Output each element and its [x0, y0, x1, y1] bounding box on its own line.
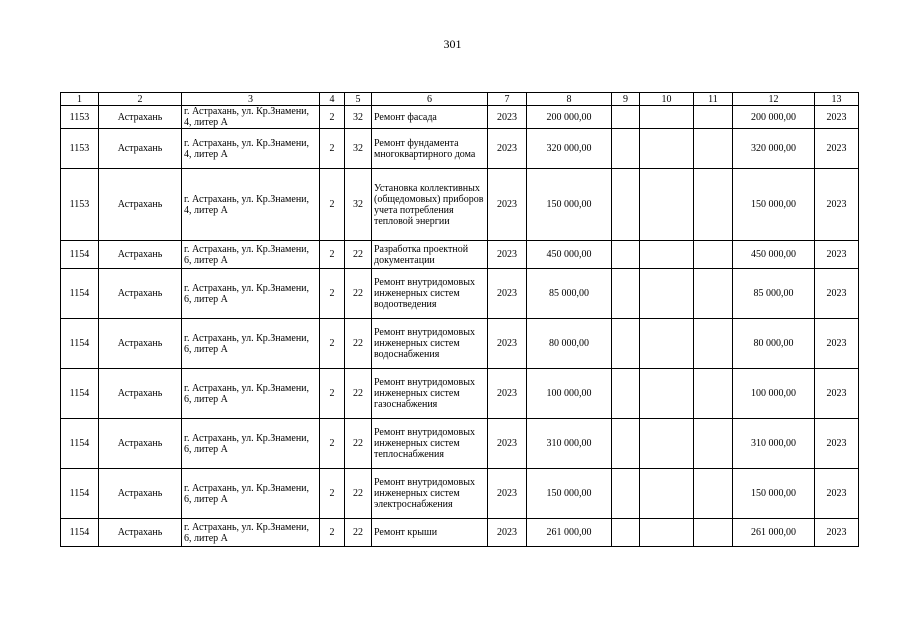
object-id-cell: 1154 [61, 269, 99, 319]
locality-cell: Астрахань [99, 319, 182, 369]
cost-cell: 85 000,00 [527, 269, 612, 319]
table-header [61, 93, 859, 106]
page-number: 301 [443, 37, 462, 51]
locality-cell: Астрахань [99, 519, 182, 547]
locality-cell: Астрахань [99, 106, 182, 129]
cost-cell: 310 000,00 [527, 419, 612, 469]
cost-cell: 150 000,00 [527, 169, 612, 241]
work-type-cell: Ремонт внутридомовых инженерных систем теплоснабжения [372, 419, 488, 469]
completion-year-cell: 2023 [815, 269, 859, 319]
column-header: 9 [612, 93, 640, 106]
year-cell: 2023 [488, 469, 527, 519]
entrances-cell: 22 [345, 469, 372, 519]
col10-cell [640, 169, 694, 241]
work-type-cell: Ремонт фундамента многоквартирного дома [372, 129, 488, 169]
locality-cell: Астрахань [99, 169, 182, 241]
works-table [60, 92, 859, 547]
completion-year-cell: 2023 [815, 129, 859, 169]
locality-cell: Астрахань [99, 369, 182, 419]
object-id-cell: 1154 [61, 369, 99, 419]
total-cell: 261 000,00 [733, 519, 815, 547]
work-type-cell: Установка коллективных (общедомовых) приборов учета потребления тепловой энергии [372, 169, 488, 241]
col9-cell [612, 169, 640, 241]
column-header: 11 [694, 93, 733, 106]
address-cell: г. Астрахань, ул. Кр.Знамени, 6, литер А [182, 269, 320, 319]
locality-cell: Астрахань [99, 419, 182, 469]
column-number-row [61, 93, 859, 106]
cost-cell: 261 000,00 [527, 519, 612, 547]
year-cell: 2023 [488, 129, 527, 169]
col11-cell [694, 519, 733, 547]
col11-cell [694, 129, 733, 169]
locality-cell: Астрахань [99, 241, 182, 269]
completion-year-cell: 2023 [815, 519, 859, 547]
address-cell: г. Астрахань, ул. Кр.Знамени, 6, литер А [182, 419, 320, 469]
object-id-cell: 1153 [61, 129, 99, 169]
completion-year-cell: 2023 [815, 319, 859, 369]
year-cell: 2023 [488, 419, 527, 469]
total-cell: 150 000,00 [733, 169, 815, 241]
year-cell: 2023 [488, 241, 527, 269]
cost-cell: 80 000,00 [527, 319, 612, 369]
column-header: 5 [345, 93, 372, 106]
col10-cell [640, 319, 694, 369]
table-row [61, 319, 859, 369]
year-cell: 2023 [488, 369, 527, 419]
completion-year-cell: 2023 [815, 169, 859, 241]
address-cell: г. Астрахань, ул. Кр.Знамени, 6, литер А [182, 469, 320, 519]
table-row [61, 106, 859, 129]
floors-cell: 2 [320, 169, 345, 241]
column-header: 4 [320, 93, 345, 106]
work-type-cell: Разработка проектной документации [372, 241, 488, 269]
col9-cell [612, 319, 640, 369]
total-cell: 85 000,00 [733, 269, 815, 319]
floors-cell: 2 [320, 369, 345, 419]
col9-cell [612, 269, 640, 319]
object-id-cell: 1154 [61, 519, 99, 547]
col11-cell [694, 269, 733, 319]
total-cell: 80 000,00 [733, 319, 815, 369]
locality-cell: Астрахань [99, 129, 182, 169]
table-row [61, 369, 859, 419]
column-header: 13 [815, 93, 859, 106]
work-type-cell: Ремонт внутридомовых инженерных систем водоотведения [372, 269, 488, 319]
work-type-cell: Ремонт внутридомовых инженерных систем электроснабжения [372, 469, 488, 519]
entrances-cell: 22 [345, 519, 372, 547]
col11-cell [694, 369, 733, 419]
col9-cell [612, 241, 640, 269]
col9-cell [612, 519, 640, 547]
year-cell: 2023 [488, 269, 527, 319]
col9-cell [612, 106, 640, 129]
column-header: 10 [640, 93, 694, 106]
col11-cell [694, 469, 733, 519]
total-cell: 310 000,00 [733, 419, 815, 469]
address-cell: г. Астрахань, ул. Кр.Знамени, 6, литер А [182, 241, 320, 269]
col10-cell [640, 106, 694, 129]
column-header: 12 [733, 93, 815, 106]
col11-cell [694, 106, 733, 129]
table-row [61, 469, 859, 519]
object-id-cell: 1153 [61, 106, 99, 129]
entrances-cell: 22 [345, 369, 372, 419]
column-header: 3 [182, 93, 320, 106]
column-header: 1 [61, 93, 99, 106]
locality-cell: Астрахань [99, 269, 182, 319]
completion-year-cell: 2023 [815, 469, 859, 519]
floors-cell: 2 [320, 269, 345, 319]
table-body [61, 106, 859, 547]
table-row [61, 241, 859, 269]
col11-cell [694, 419, 733, 469]
table-row [61, 169, 859, 241]
entrances-cell: 22 [345, 419, 372, 469]
entrances-cell: 22 [345, 269, 372, 319]
cost-cell: 450 000,00 [527, 241, 612, 269]
table-row [61, 129, 859, 169]
completion-year-cell: 2023 [815, 419, 859, 469]
col10-cell [640, 419, 694, 469]
entrances-cell: 32 [345, 106, 372, 129]
col10-cell [640, 269, 694, 319]
object-id-cell: 1154 [61, 241, 99, 269]
completion-year-cell: 2023 [815, 241, 859, 269]
col10-cell [640, 129, 694, 169]
col11-cell [694, 169, 733, 241]
work-type-cell: Ремонт внутридомовых инженерных систем водоснабжения [372, 319, 488, 369]
column-header: 2 [99, 93, 182, 106]
year-cell: 2023 [488, 319, 527, 369]
column-header: 6 [372, 93, 488, 106]
address-cell: г. Астрахань, ул. Кр.Знамени, 6, литер А [182, 319, 320, 369]
cost-cell: 320 000,00 [527, 129, 612, 169]
column-header: 7 [488, 93, 527, 106]
col9-cell [612, 369, 640, 419]
col10-cell [640, 519, 694, 547]
table-row [61, 269, 859, 319]
work-type-cell: Ремонт крыши [372, 519, 488, 547]
entrances-cell: 22 [345, 241, 372, 269]
year-cell: 2023 [488, 169, 527, 241]
floors-cell: 2 [320, 519, 345, 547]
cost-cell: 150 000,00 [527, 469, 612, 519]
total-cell: 450 000,00 [733, 241, 815, 269]
col10-cell [640, 369, 694, 419]
table-row [61, 519, 859, 547]
col10-cell [640, 241, 694, 269]
address-cell: г. Астрахань, ул. Кр.Знамени, 4, литер А [182, 169, 320, 241]
total-cell: 100 000,00 [733, 369, 815, 419]
entrances-cell: 22 [345, 319, 372, 369]
cost-cell: 200 000,00 [527, 106, 612, 129]
work-type-cell: Ремонт фасада [372, 106, 488, 129]
col11-cell [694, 241, 733, 269]
floors-cell: 2 [320, 106, 345, 129]
address-cell: г. Астрахань, ул. Кр.Знамени, 6, литер А [182, 369, 320, 419]
total-cell: 150 000,00 [733, 469, 815, 519]
address-cell: г. Астрахань, ул. Кр.Знамени, 4, литер А [182, 106, 320, 129]
column-header: 8 [527, 93, 612, 106]
entrances-cell: 32 [345, 129, 372, 169]
locality-cell: Астрахань [99, 469, 182, 519]
table-row [61, 419, 859, 469]
col9-cell [612, 129, 640, 169]
object-id-cell: 1154 [61, 469, 99, 519]
completion-year-cell: 2023 [815, 106, 859, 129]
floors-cell: 2 [320, 319, 345, 369]
address-cell: г. Астрахань, ул. Кр.Знамени, 6, литер А [182, 519, 320, 547]
address-cell: г. Астрахань, ул. Кр.Знамени, 4, литер А [182, 129, 320, 169]
work-type-cell: Ремонт внутридомовых инженерных систем газоснабжения [372, 369, 488, 419]
total-cell: 320 000,00 [733, 129, 815, 169]
cost-cell: 100 000,00 [527, 369, 612, 419]
floors-cell: 2 [320, 469, 345, 519]
col9-cell [612, 419, 640, 469]
floors-cell: 2 [320, 419, 345, 469]
entrances-cell: 32 [345, 169, 372, 241]
completion-year-cell: 2023 [815, 369, 859, 419]
object-id-cell: 1153 [61, 169, 99, 241]
col10-cell [640, 469, 694, 519]
floors-cell: 2 [320, 129, 345, 169]
year-cell: 2023 [488, 106, 527, 129]
year-cell: 2023 [488, 519, 527, 547]
floors-cell: 2 [320, 241, 345, 269]
object-id-cell: 1154 [61, 319, 99, 369]
col11-cell [694, 319, 733, 369]
object-id-cell: 1154 [61, 419, 99, 469]
total-cell: 200 000,00 [733, 106, 815, 129]
col9-cell [612, 469, 640, 519]
